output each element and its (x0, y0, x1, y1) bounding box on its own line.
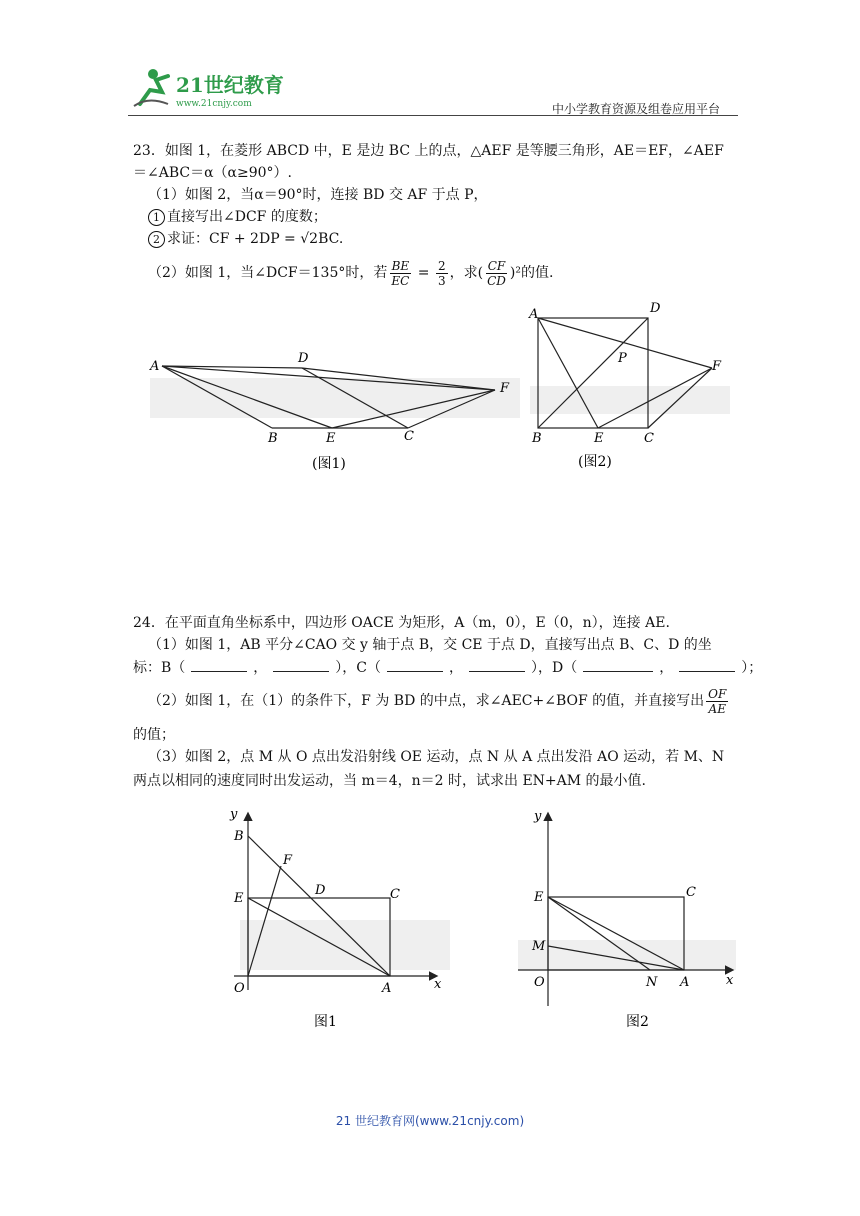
blank-b-y[interactable] (273, 659, 329, 672)
blank-b-x[interactable] (191, 659, 247, 672)
q23-line5-text: 求证：CF + 2DP = √2BC. (167, 231, 344, 247)
q23-line2: ＝∠ABC＝α（α≥90°）. (133, 165, 293, 181)
q24-b-comma: ， (253, 660, 268, 676)
q24-d-label: ），D（ (531, 660, 578, 676)
q23-figure2 (520, 296, 730, 476)
fig24-1-label-x: x (434, 977, 442, 992)
q24-line7: 两点以相同的速度同时出发运动，当 m＝4，n＝2 时，试求出 EN+AM 的最小值. (133, 773, 647, 789)
fig1-label-a: A (150, 359, 160, 374)
fig2-caption: (图2) (578, 454, 612, 470)
fig24-2-label-m: M (532, 939, 546, 954)
fig1-label-f: F (500, 381, 510, 396)
fig24-1-caption: 图1 (314, 1014, 337, 1030)
header-platform-text: 中小学教育资源及组卷应用平台 (551, 102, 720, 116)
fraction-of-ae: $\frac{OF}{AE}$ (708, 686, 727, 716)
fig24-2-caption: 图2 (626, 1014, 649, 1030)
q23-figure1 (140, 340, 520, 480)
q24-c-comma: ， (449, 660, 464, 676)
fig1-label-b: B (268, 431, 278, 446)
q24-figure1 (224, 800, 454, 1040)
fig24-2-label-y: y (534, 809, 542, 824)
q24-c-label: ），C（ (335, 660, 382, 676)
fig24-2-label-n: N (646, 975, 658, 990)
fig24-2-label-a: A (680, 975, 690, 990)
header-divider (128, 115, 738, 116)
fig2-label-p: P (618, 351, 627, 366)
circled-number-2: 2 (148, 231, 165, 248)
q24-line4 (148, 684, 730, 718)
q23-line6-b: ，求( (449, 265, 484, 281)
fig24-2-label-o: O (534, 975, 545, 990)
q23-line6-c: )²的值. (509, 265, 554, 281)
circled-number-1: 1 (148, 209, 165, 226)
q24-b-label: 标：B（ (133, 660, 186, 676)
fig24-1-label-c: C (390, 887, 400, 902)
q23-line5 (148, 228, 343, 250)
fig2-label-c: C (644, 431, 654, 446)
blank-c-x[interactable] (387, 659, 443, 672)
blank-d-x[interactable] (583, 659, 653, 672)
fraction-cf-cd: $\frac{CF}{CD}$ (487, 258, 506, 288)
q24-figure2 (512, 800, 742, 1040)
fig24-2-label-e: E (534, 890, 544, 905)
fig24-1-label-o: O (234, 981, 245, 996)
q24-line3-end: ）； (741, 660, 763, 676)
q24-line2: （1）如图 1，AB 平分∠CAO 交 y 轴于点 B，交 CE 于点 D，直接写出点 B、C、D 的坐 (148, 637, 712, 653)
blank-c-y[interactable] (469, 659, 525, 672)
fig24-1-label-f: F (283, 853, 293, 868)
fig24-1-label-b: B (234, 829, 244, 844)
fraction-be-ec: $\frac{BE}{EC}$ (391, 258, 410, 288)
fig1-label-d: D (298, 351, 309, 366)
fig2-label-a: A (529, 307, 539, 322)
site-logo (128, 62, 298, 112)
q24-line1: 24．在平面直角坐标系中，四边形 OACE 为矩形，A（m，0），E（0，n），连接 AE. (133, 615, 670, 631)
fraction-2-3: $\frac{2}{3}$ (437, 258, 446, 288)
q24-line4-text: （2）如图 1，在（1）的条件下，F 为 BD 的中点，求∠AEC+∠BOF 的值，并直接写出 (148, 693, 705, 709)
fig1-caption: (图1) (312, 456, 346, 472)
fig24-1-label-y: y (230, 807, 238, 822)
q23-line4-text: 直接写出∠DCF 的度数； (167, 209, 327, 225)
q24-d-comma: ， (659, 660, 674, 676)
q24-line5: 的值； (133, 727, 175, 743)
footer-link[interactable]: 21 世纪教育网(www.21cnjy.com) (335, 1114, 525, 1128)
fig2-label-f: F (712, 359, 722, 374)
q23-line1: 23．如图 1，在菱形 ABCD 中，E 是边 BC 上的点，△AEF 是等腰三角形，AE＝EF，∠AEF (133, 143, 724, 159)
fig2-label-d: D (650, 301, 661, 316)
logo-url-text: www.21cnjy.com (176, 99, 252, 109)
fig2-label-b: B (532, 431, 542, 446)
q24-line6: （3）如图 2，点 M 从 O 点出发沿射线 OE 运动，点 N 从 A 点出发沿 AO 运动，若 M、N (148, 749, 725, 765)
blank-d-y[interactable] (679, 659, 735, 672)
q23-line6 (148, 256, 553, 290)
q23-line3: （1）如图 2，当α＝90°时，连接 BD 交 AF 于点 P， (148, 187, 488, 203)
logo-text: 21世纪教育 (176, 73, 284, 97)
q23-line6-a: （2）如图 1，当∠DCF＝135°时，若 (148, 265, 388, 281)
fig1-label-c: C (404, 429, 414, 444)
fig24-1-label-e: E (234, 891, 244, 906)
fig1-label-e: E (326, 431, 336, 446)
fig24-1-label-a: A (382, 981, 392, 996)
q23-line4 (148, 206, 327, 228)
q24-line3 (133, 657, 762, 679)
fig24-2-label-c: C (686, 885, 696, 900)
equals-sign: = (417, 265, 430, 281)
fig2-label-e: E (594, 431, 604, 446)
fig24-2-label-x: x (726, 973, 734, 988)
fig24-1-label-d: D (315, 883, 326, 898)
